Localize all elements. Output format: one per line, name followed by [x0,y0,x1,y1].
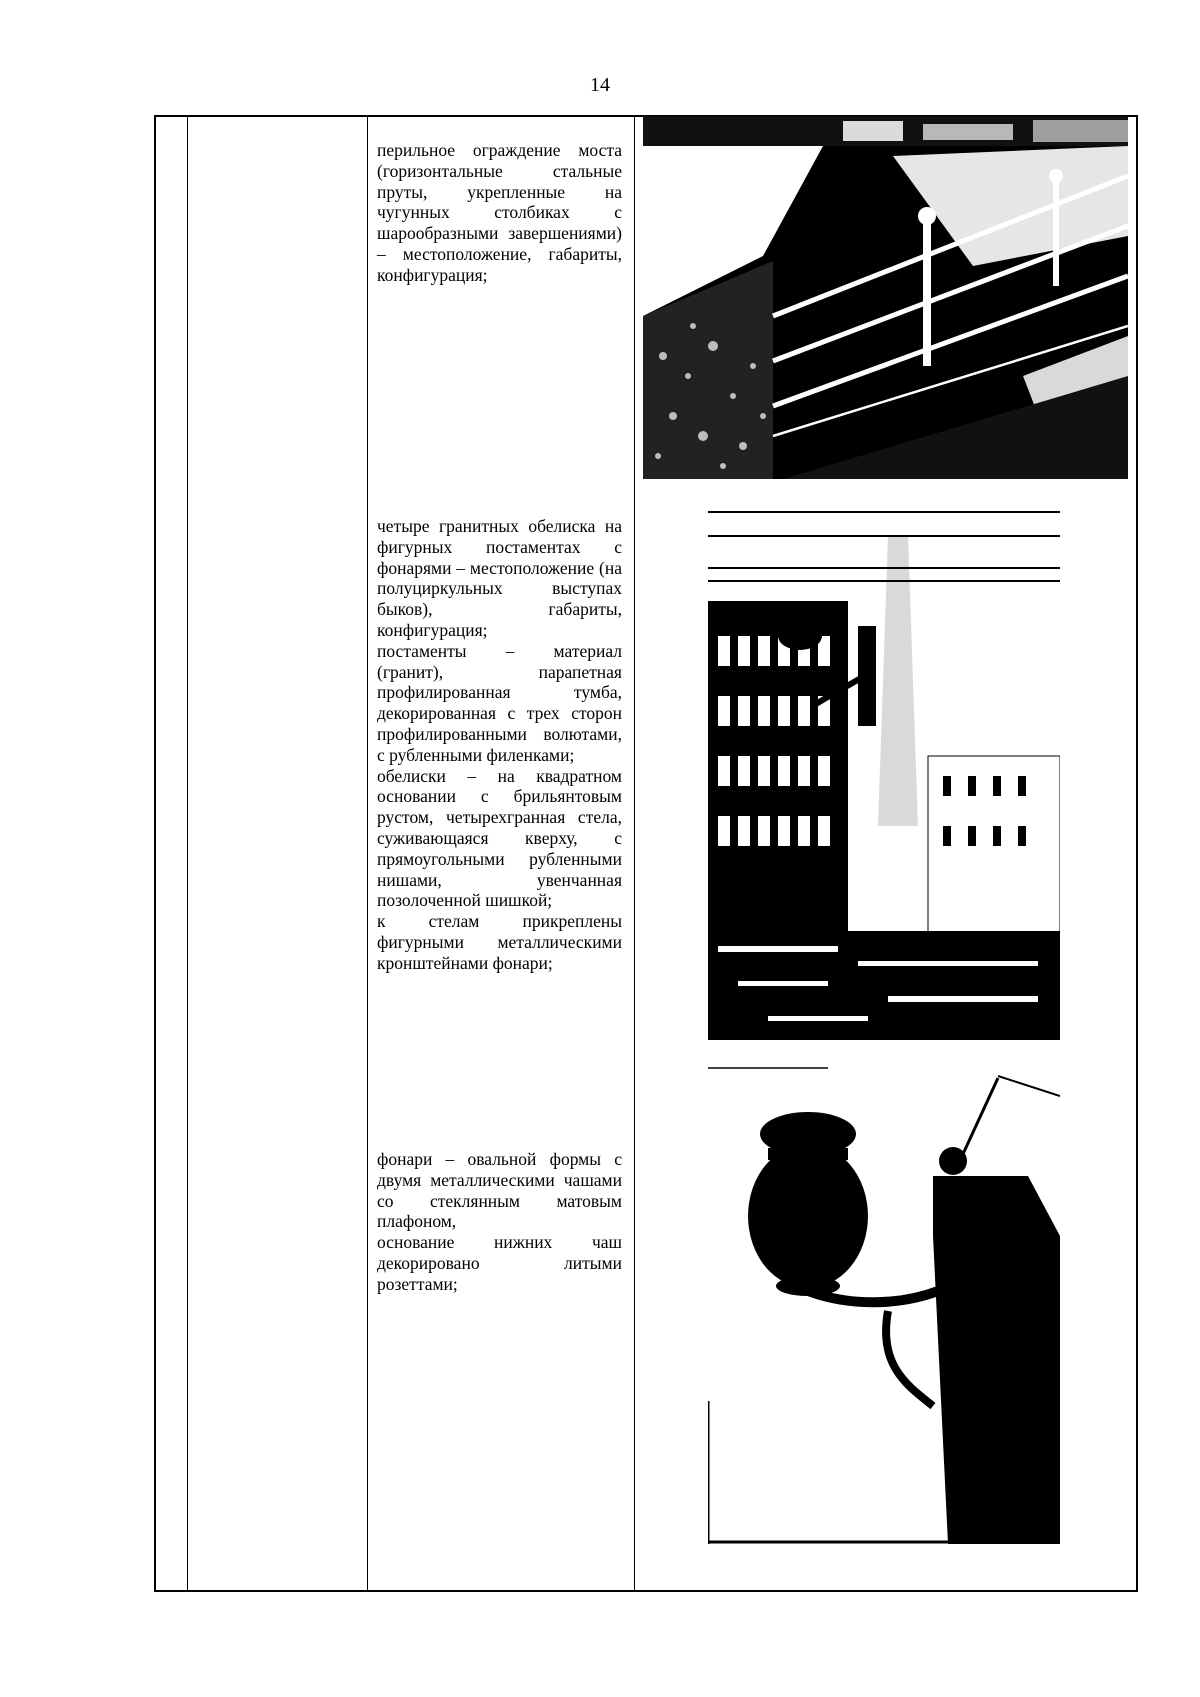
bridge-railing-photo [643,116,1128,479]
table-column-divider [634,117,635,1590]
description-paragraph: основание нижних чаш декорировано литыми розеттами; [377,1232,622,1294]
page-number: 14 [590,74,610,96]
description-paragraph: постаменты – материал (гранит), парапетная профилированная тумба, декорированная с трех сторон профилированными волютами, с рубленными филенками; [377,640,622,765]
lantern-photo [708,1066,1060,1544]
description-paragraph: к стелам прикреплены фигурными металлическими кронштейнами фонари; [377,911,622,973]
description-paragraph: четыре гранитных обелиска на фигурных постаментах с фонарями – местоположение (на полуциркульных выступах быков), габариты, конфигурация; [377,516,622,640]
obelisk-description [377,516,622,974]
description-paragraph: фонари – овальной формы с двумя металлическими чашами со стеклянным матовым плафоном, [377,1149,622,1232]
railing-description [377,140,622,286]
description-paragraph: перильное ограждение моста (горизонтальные стальные пруты, укрепленные на чугунных столбиках с шарообразными завершениями) – местоположение, габариты, конфигурация; [377,140,622,285]
obelisk-photo [708,506,1060,1040]
table-column-divider [367,117,368,1590]
lantern-description [377,1149,622,1295]
description-paragraph: обелиски – на квадратном основании с брильянтовым рустом, четырехгранная стела, суживающаяся кверху, с прямоугольными рубленными нишами, увенчанная позолоченной шишкой; [377,765,622,911]
table-column-divider [187,117,188,1590]
